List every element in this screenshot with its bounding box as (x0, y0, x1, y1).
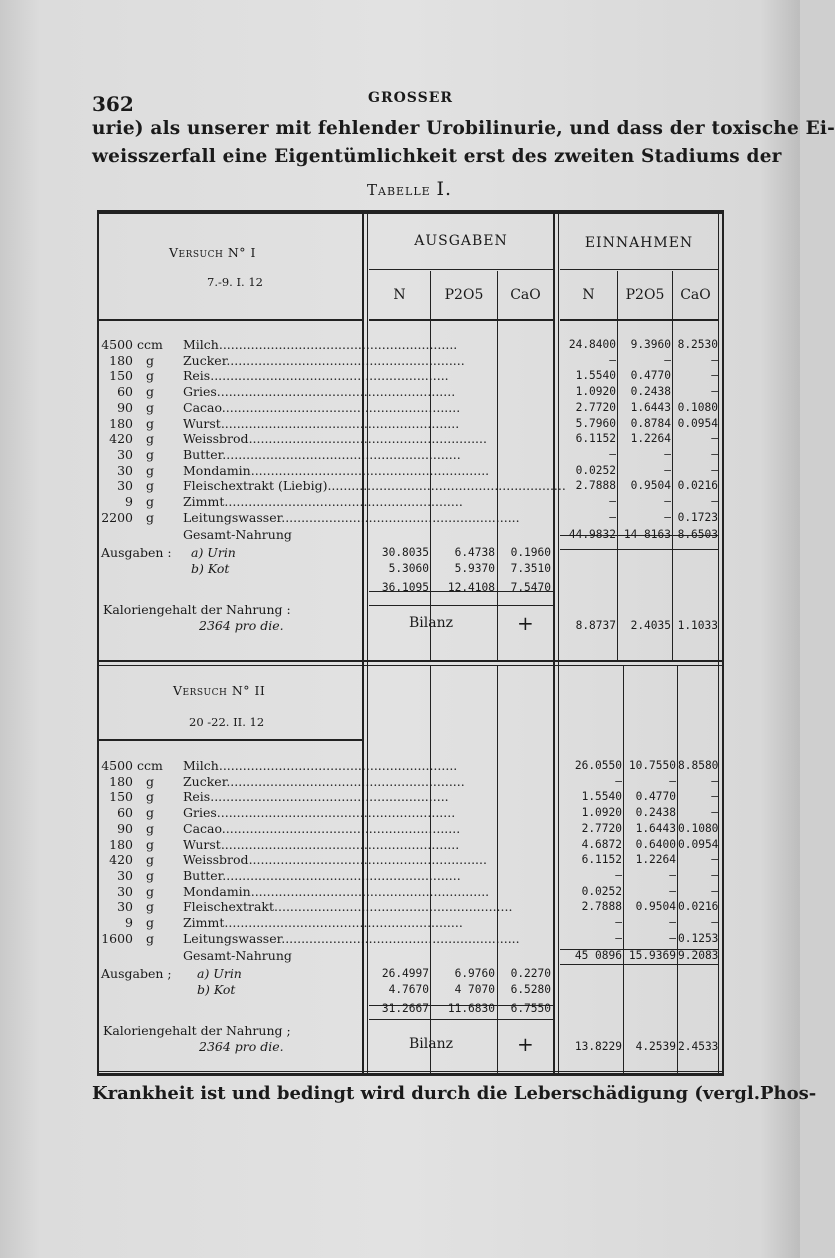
item-unit: g (146, 352, 155, 368)
item-name (183, 462, 490, 479)
cell-n: 2.7720 (581, 821, 622, 835)
kaloriengehalt-value: 2364 pro die. (199, 1038, 284, 1054)
cell-n: — (615, 931, 622, 945)
table-caption-prefix: Tabelle (367, 181, 431, 199)
cell-cao: 0.0954 (678, 837, 719, 851)
rule-ausgaben-2 (497, 271, 498, 661)
leader-dots: ............................................................ (210, 368, 449, 384)
kot-n: 4.7670 (388, 982, 429, 996)
cell-p2o5: — (669, 868, 676, 882)
gesamt-label: Gesamt-Nahrung (183, 527, 292, 543)
kot-cao: 6.5280 (510, 982, 551, 996)
cell-p2o5: 0.9504 (635, 900, 676, 914)
item-unit: g (146, 399, 155, 415)
item-amount: 60 (117, 805, 133, 821)
item-name-text: Gries (183, 805, 217, 821)
cell-n: — (615, 916, 622, 929)
cell-cao: — (711, 806, 718, 820)
cell-n: 1.5540 (581, 790, 622, 804)
v2-title: Versuch N° II (173, 683, 266, 698)
cell-cao: — (711, 353, 718, 367)
item-name-text: Weissbrod (183, 852, 249, 868)
sum-cao: 6.7550 (510, 1001, 551, 1015)
cell-p2o5: 0.4770 (635, 790, 676, 804)
item-name (183, 509, 520, 526)
cell-cao: 0.1253 (678, 931, 719, 945)
item-name-text: Cacao (183, 399, 222, 415)
item-name (183, 883, 490, 900)
item-amount: 1600 (101, 930, 133, 946)
item-unit: g (146, 805, 155, 821)
item-amount: 180 (109, 415, 133, 431)
leader-dots: ............................................................ (221, 399, 461, 415)
item-unit: g (146, 478, 155, 494)
cell-cao: — (711, 432, 718, 446)
item-amount: 60 (117, 384, 133, 400)
cell-cao: 0.0216 (677, 479, 718, 493)
cell-cao: — (711, 495, 718, 508)
cell-cao: 0.1080 (677, 400, 718, 414)
leader-dots: ............................................................ (220, 415, 460, 431)
paragraph-line-1: urie) als unserer mit fehlender Urobilinurie, und dass der toxische Ei- (92, 118, 835, 139)
urin-n: 30.8035 (381, 546, 429, 560)
cell-n: — (609, 510, 616, 524)
leader-dots: ............................................................ (220, 836, 460, 852)
gesamt-n: 45 0896 (574, 949, 622, 963)
leader-dots: ............................................................ (250, 462, 490, 478)
rule-under-ausgaben (369, 269, 553, 270)
leader-dots: ............................................................ (222, 446, 461, 462)
item-name (183, 899, 513, 915)
item-amount: 30 (117, 883, 133, 899)
item-name (183, 852, 487, 868)
rule-top-inner (99, 213, 722, 214)
urin-cao: 0.1960 (510, 546, 551, 560)
ausgaben-label: Ausgaben ; (101, 966, 172, 982)
item-amount: 9 (125, 915, 133, 930)
item-name (183, 368, 449, 384)
cell-n: 1.0920 (575, 385, 616, 399)
urin-cao: 0.2270 (510, 967, 551, 981)
cell-cao: — (711, 884, 718, 898)
item-amount: 420 (109, 431, 133, 447)
kot-label: b) Kot (191, 560, 230, 576)
cell-cao: — (711, 916, 718, 929)
kot-label: b) Kot (197, 981, 236, 997)
kaloriengehalt-value: 2364 pro die. (199, 617, 284, 633)
sum-cao: 7.5470 (510, 580, 551, 594)
table-caption-numeral: I. (436, 178, 453, 200)
item-unit: g (146, 773, 155, 789)
urin-n: 26.4997 (381, 967, 429, 981)
bilanz-label: Bilanz (409, 1035, 453, 1052)
cell-cao: 0.1080 (678, 821, 719, 835)
rule-mid-block-inner (558, 213, 559, 1075)
gesamt-n: 44.9832 (568, 528, 616, 542)
rule-section-split (99, 660, 722, 662)
cell-cao: — (711, 447, 718, 461)
gesamt-p2o5: 14 8163 (623, 528, 671, 542)
item-amount: 90 (117, 820, 133, 836)
item-name (183, 773, 465, 790)
item-amount: 420 (109, 852, 133, 868)
gesamt-cao: 9.2083 (678, 949, 719, 963)
sum-p2o5: 12.4108 (447, 580, 495, 594)
cell-p2o5: — (664, 353, 671, 367)
cell-n: 5.7960 (575, 416, 616, 430)
cell-n: 26.0550 (574, 759, 622, 772)
item-name-text: Reis (183, 368, 211, 384)
cell-cao: — (711, 868, 718, 882)
page-number: 362 (92, 92, 134, 116)
table-caption (367, 178, 452, 200)
item-name-text: Mondamin (183, 462, 251, 478)
item-unit: ccm (137, 337, 163, 352)
item-unit: g (146, 384, 155, 400)
data-table (97, 210, 724, 1076)
leader-dots: ............................................................ (221, 820, 461, 836)
item-unit: g (146, 899, 155, 915)
rule-section-split-b (99, 665, 722, 666)
cell-cao: 0.1723 (677, 510, 718, 524)
col-cao-einnahmen: CaO (680, 287, 711, 303)
urin-p2o5: 6.9760 (454, 967, 495, 981)
leader-dots: ............................................................ (218, 758, 458, 773)
item-name-text: Wurst (183, 836, 221, 852)
item-name (183, 384, 456, 400)
leader-dots: ............................................................ (222, 867, 461, 883)
cell-p2o5: 1.6443 (630, 400, 671, 414)
item-unit: g (146, 820, 155, 836)
cell-cao: — (711, 774, 718, 788)
item-name-text: Zucker (183, 773, 227, 789)
item-unit: g (146, 509, 155, 525)
leader-dots: ............................................................ (250, 883, 490, 899)
item-unit: g (146, 462, 155, 478)
v1-dates: 7.-9. I. 12 (207, 275, 263, 289)
item-name (183, 337, 458, 353)
item-name-text: Gries (183, 384, 217, 400)
cell-p2o5: 0.6400 (635, 837, 676, 851)
urin-label: a) Urin (191, 545, 236, 561)
item-name (183, 836, 460, 853)
cell-n: 6.1152 (575, 432, 616, 446)
item-amount: 30 (117, 462, 133, 478)
cell-n: 2.7888 (575, 479, 616, 493)
item-amount: 4500 (101, 758, 133, 773)
item-amount: 30 (117, 478, 133, 494)
item-unit: g (146, 867, 155, 883)
cell-p2o5: — (664, 510, 671, 524)
bilanz-label: Bilanz (409, 614, 453, 631)
rule-sum-2b (369, 1019, 553, 1020)
bilanz-cao: 1.1033 (677, 618, 718, 632)
kot-n: 5.3060 (388, 561, 429, 575)
leader-dots: ............................................................ (248, 431, 487, 447)
sum-p2o5: 11.6830 (447, 1001, 495, 1015)
kot-p2o5: 4 7070 (454, 982, 495, 996)
item-name (183, 789, 449, 805)
kaloriengehalt-label: Kaloriengehalt der Nahrung ; (103, 1023, 291, 1039)
cell-cao: 0.0954 (677, 416, 718, 430)
cell-p2o5: 10.7550 (628, 759, 676, 772)
kaloriengehalt-label: Kaloriengehalt der Nahrung : (103, 602, 291, 618)
cell-p2o5: — (669, 774, 676, 788)
item-name-text: Zimmt (183, 494, 225, 509)
urin-label: a) Urin (197, 966, 242, 982)
item-amount: 180 (109, 352, 133, 368)
bilanz-n: 13.8229 (574, 1039, 622, 1053)
cell-n: — (609, 495, 616, 508)
item-name (183, 352, 465, 369)
header-einnahmen: EINNAHMEN (584, 235, 694, 251)
leader-dots: ............................................................ (216, 805, 456, 821)
cell-cao: 0.0216 (678, 900, 719, 914)
item-amount: 90 (117, 399, 133, 415)
item-name-text: Zucker (183, 352, 227, 368)
cell-p2o5: 0.8784 (630, 416, 671, 430)
leader-dots: ............................................................ (274, 899, 513, 915)
cell-p2o5: — (669, 916, 676, 929)
item-amount: 150 (109, 789, 133, 805)
item-amount: 30 (117, 867, 133, 883)
item-name-text: Fleischextrakt (Liebig) (183, 478, 328, 494)
rule-head-mid (369, 319, 553, 321)
item-unit: g (146, 446, 155, 462)
cell-cao: — (711, 369, 718, 383)
rule-ausgaben-2b (497, 665, 498, 1075)
leader-dots: ............................................................ (226, 773, 465, 789)
kot-cao: 7.3510 (510, 561, 551, 575)
rule-gesamt-1b (560, 549, 718, 550)
item-name (183, 431, 487, 447)
item-name (183, 930, 520, 947)
cell-n: 4.6872 (581, 837, 622, 851)
leader-dots: ............................................................ (226, 352, 465, 368)
cell-n: — (615, 868, 622, 882)
cell-p2o5: 0.4770 (630, 369, 671, 383)
item-name (183, 446, 461, 463)
item-name-text: Leitungswasser (183, 509, 282, 525)
item-amount: 4500 (101, 337, 133, 352)
item-unit: g (146, 852, 155, 868)
cell-p2o5: — (669, 931, 676, 945)
item-name (183, 494, 463, 510)
cell-cao: 8.8580 (678, 759, 719, 772)
item-unit: g (146, 494, 155, 509)
item-amount: 150 (109, 368, 133, 384)
rule-mid-block (553, 213, 555, 1075)
leader-dots: ............................................................ (224, 494, 463, 509)
item-amount: 2200 (101, 509, 133, 525)
leader-dots: ............................................................ (281, 930, 520, 946)
bilanz-cao: 2.4533 (678, 1039, 719, 1053)
cell-n: — (609, 353, 616, 367)
rule-head2-left (99, 739, 362, 741)
bilanz-n: 8.8737 (575, 618, 616, 632)
cell-n: — (615, 774, 622, 788)
kot-p2o5: 5.9370 (454, 561, 495, 575)
cell-p2o5: 1.2264 (630, 432, 671, 446)
item-amount: 30 (117, 899, 133, 915)
item-name (183, 915, 463, 931)
item-unit: g (146, 789, 155, 805)
item-name (183, 415, 460, 432)
bilanz-plus: + (517, 610, 534, 635)
paragraph-line-2: weisszerfall eine Eigentümlichkeit erst des zweiten Stadiums der (92, 146, 782, 167)
cell-cao: 8.2530 (677, 338, 718, 351)
ausgaben-label: Ausgaben : (101, 545, 172, 561)
leader-dots: ............................................................ (248, 852, 487, 868)
item-unit: g (146, 368, 155, 384)
item-name-text: Cacao (183, 820, 222, 836)
leader-dots: ............................................................ (327, 478, 566, 494)
cell-p2o5: — (664, 495, 671, 508)
leader-dots: ............................................................ (281, 509, 520, 525)
leader-dots: ............................................................ (224, 915, 463, 930)
v1-title: Versuch N° I (169, 245, 256, 260)
cell-n: 6.1152 (581, 853, 622, 867)
item-amount: 30 (117, 446, 133, 462)
item-unit: g (146, 915, 155, 930)
item-amount: 180 (109, 836, 133, 852)
item-name (183, 867, 461, 884)
rule-right-inner (718, 213, 719, 1075)
urin-p2o5: 6.4738 (454, 546, 495, 560)
item-name-text: Milch (183, 337, 219, 352)
rule-head-right (560, 319, 718, 321)
item-name-text: Butter (183, 446, 223, 462)
item-amount: 180 (109, 773, 133, 789)
footer-line: Krankheit ist und bedingt wird durch die Leberschädigung (vergl.Phos- (92, 1083, 817, 1104)
cell-p2o5: 0.2438 (630, 385, 671, 399)
bilanz-plus: + (517, 1031, 534, 1056)
cell-n: 2.7888 (581, 900, 622, 914)
sum-n: 31.2667 (381, 1001, 429, 1015)
col-n-einnahmen: N (582, 287, 595, 303)
item-unit: g (146, 930, 155, 946)
gesamt-p2o5: 15.9369 (628, 949, 676, 963)
cell-cao: — (711, 853, 718, 867)
sum-n: 36.1095 (381, 580, 429, 594)
item-name-text: Weissbrod (183, 431, 249, 447)
cell-cao: — (711, 463, 718, 477)
col-cao-ausgaben: CaO (510, 287, 541, 303)
rule-bottom-inner (99, 1071, 722, 1072)
cell-n: 0.0252 (575, 463, 616, 477)
running-head: GROSSER (368, 90, 454, 106)
cell-cao: — (711, 385, 718, 399)
col-p2o5-ausgaben: P2O5 (444, 287, 484, 303)
item-name-text: Milch (183, 758, 219, 773)
rule-under-einnahmen (560, 269, 718, 270)
leader-dots: ............................................................ (218, 337, 458, 352)
cell-cao: — (711, 790, 718, 804)
item-name (183, 805, 456, 821)
item-name-text: Leitungswasser (183, 930, 282, 946)
item-unit: g (146, 431, 155, 447)
item-name-text: Wurst (183, 415, 221, 431)
item-unit: ccm (137, 758, 163, 773)
item-name (183, 758, 458, 774)
rule-gesamt-2b (560, 964, 718, 965)
item-name-text: Mondamin (183, 883, 251, 899)
gesamt-label: Gesamt-Nahrung (183, 948, 292, 964)
bilanz-p2o5: 4.2539 (635, 1039, 676, 1053)
cell-n: 2.7720 (575, 400, 616, 414)
cell-p2o5: 1.2264 (635, 853, 676, 867)
item-name-text: Fleischextrakt (183, 899, 275, 915)
cell-p2o5: — (664, 447, 671, 461)
cell-p2o5: 0.9504 (630, 479, 671, 493)
gesamt-cao: 8.6503 (677, 528, 718, 542)
col-n-ausgaben: N (393, 287, 406, 303)
item-unit: g (146, 836, 155, 852)
cell-p2o5: 1.6443 (635, 821, 676, 835)
item-name (183, 820, 461, 837)
item-name (183, 478, 566, 494)
cell-n: 24.8400 (568, 338, 616, 351)
cell-n: 1.5540 (575, 369, 616, 383)
cell-p2o5: — (669, 884, 676, 898)
leader-dots: ............................................................ (210, 789, 449, 805)
item-amount: 9 (125, 494, 133, 509)
v2-dates: 20 -22. II. 12 (189, 715, 265, 729)
cell-p2o5: 9.3960 (630, 338, 671, 351)
item-name-text: Reis (183, 789, 211, 805)
item-unit: g (146, 883, 155, 899)
cell-p2o5: — (664, 463, 671, 477)
rule-sum-1b (369, 605, 553, 606)
col-p2o5-einnahmen: P2O5 (625, 287, 665, 303)
item-name-text: Zimmt (183, 915, 225, 930)
item-unit: g (146, 415, 155, 431)
header-ausgaben: AUSGABEN (414, 233, 508, 249)
cell-n: — (609, 447, 616, 461)
leader-dots: ............................................................ (216, 384, 456, 400)
cell-p2o5: 0.2438 (635, 806, 676, 820)
cell-n: 1.0920 (581, 806, 622, 820)
rule-head-left (99, 319, 362, 321)
cell-n: 0.0252 (581, 884, 622, 898)
item-name-text: Butter (183, 867, 223, 883)
bilanz-p2o5: 2.4035 (630, 618, 671, 632)
item-name (183, 399, 461, 416)
